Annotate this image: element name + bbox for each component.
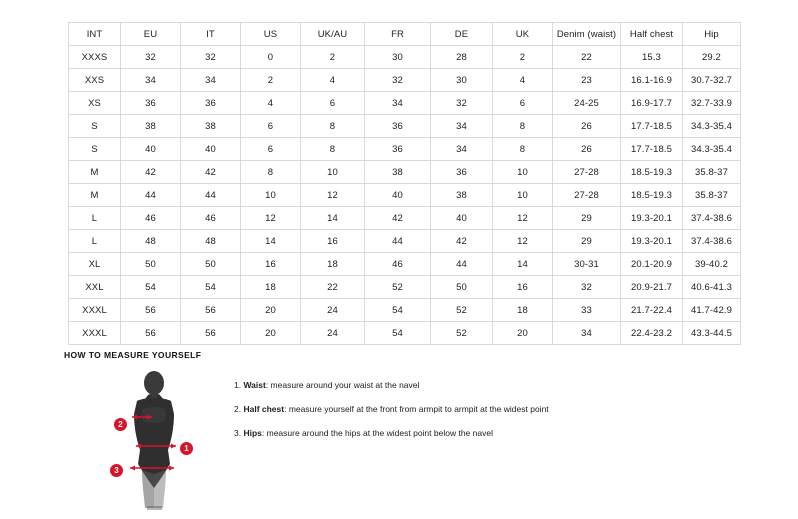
column-header: FR [365, 23, 431, 46]
table-row [69, 69, 741, 92]
table-cell: 4 [301, 69, 365, 92]
table-cell: 20 [493, 322, 553, 345]
table-cell: 46 [181, 207, 241, 230]
table-row [69, 184, 741, 207]
table-cell: 26 [553, 138, 621, 161]
table-cell: 16.1-16.9 [621, 69, 683, 92]
table-cell: 22 [553, 46, 621, 69]
table-cell: 54 [365, 299, 431, 322]
table-cell: 36 [365, 115, 431, 138]
column-header: UK/AU [301, 23, 365, 46]
table-cell: 44 [121, 184, 181, 207]
table-cell: 12 [493, 207, 553, 230]
table-cell: 38 [365, 161, 431, 184]
table-row [69, 46, 741, 69]
table-cell: 14 [301, 207, 365, 230]
table-cell: XXS [69, 69, 121, 92]
table-cell: 20 [241, 322, 301, 345]
table-cell: 41.7-42.9 [683, 299, 741, 322]
table-cell: 37.4-38.6 [683, 207, 741, 230]
table-row [69, 207, 741, 230]
column-header: IT [181, 23, 241, 46]
step-number: 1. [234, 380, 242, 390]
table-cell: 20 [241, 299, 301, 322]
table-cell: 29 [553, 207, 621, 230]
table-cell: 33 [553, 299, 621, 322]
measure-step [234, 428, 549, 438]
table-cell: 2 [241, 69, 301, 92]
table-cell: 44 [365, 230, 431, 253]
table-cell: 36 [431, 161, 493, 184]
table-cell: 38 [181, 115, 241, 138]
table-cell: 32.7-33.9 [683, 92, 741, 115]
table-cell: 46 [365, 253, 431, 276]
table-cell: 32 [121, 46, 181, 69]
table-cell: 52 [365, 276, 431, 299]
table-cell: 2 [301, 46, 365, 69]
table-row [69, 253, 741, 276]
table-cell: S [69, 115, 121, 138]
table-cell: 8 [493, 138, 553, 161]
table-row [69, 115, 741, 138]
table-cell: 19.3-20.1 [621, 207, 683, 230]
table-cell: 27-28 [553, 184, 621, 207]
table-cell: 32 [553, 276, 621, 299]
mannequin-illustration [92, 370, 210, 510]
table-cell: 56 [181, 322, 241, 345]
table-cell: 37.4-38.6 [683, 230, 741, 253]
table-cell: 36 [121, 92, 181, 115]
table-cell: XXXS [69, 46, 121, 69]
column-header: UK [493, 23, 553, 46]
column-header: Hip [683, 23, 741, 46]
table-cell: 34 [181, 69, 241, 92]
table-cell: 54 [121, 276, 181, 299]
measure-badge-1: 1 [180, 442, 193, 455]
table-cell: 56 [181, 299, 241, 322]
table-row [69, 276, 741, 299]
table-cell: 17.7-18.5 [621, 138, 683, 161]
table-cell: XS [69, 92, 121, 115]
table-cell: 36 [365, 138, 431, 161]
step-text: : measure yourself at the front from armpit to armpit at the widest point [284, 404, 549, 415]
table-cell: 32 [181, 46, 241, 69]
table-cell: 14 [241, 230, 301, 253]
how-to-measure-title: HOW TO MEASURE YOURSELF [64, 350, 202, 360]
table-cell: 35.8-37 [683, 161, 741, 184]
table-cell: 44 [431, 253, 493, 276]
table-cell: 34 [431, 138, 493, 161]
table-cell: 8 [493, 115, 553, 138]
table-cell: 48 [121, 230, 181, 253]
table-cell: 19.3-20.1 [621, 230, 683, 253]
table-cell: 30.7-32.7 [683, 69, 741, 92]
table-cell: 12 [301, 184, 365, 207]
table-cell: 34.3-35.4 [683, 138, 741, 161]
table-cell: 28 [431, 46, 493, 69]
table-cell: 56 [121, 322, 181, 345]
column-header: US [241, 23, 301, 46]
table-cell: 0 [241, 46, 301, 69]
table-cell: 15.3 [621, 46, 683, 69]
table-cell: XXL [69, 276, 121, 299]
step-number: 3. [234, 428, 242, 439]
table-cell: 40 [365, 184, 431, 207]
table-cell: 38 [431, 184, 493, 207]
table-cell: 52 [431, 299, 493, 322]
table-cell: 36 [181, 92, 241, 115]
table-cell: 26 [553, 115, 621, 138]
table-cell: L [69, 230, 121, 253]
table-cell: 14 [493, 253, 553, 276]
table-cell: 6 [241, 115, 301, 138]
table-cell: 8 [301, 115, 365, 138]
table-cell: 6 [493, 92, 553, 115]
table-cell: 34 [121, 69, 181, 92]
step-text: : measure around the hips at the widest point below the navel [261, 428, 493, 439]
measure-badge-2: 2 [114, 418, 127, 431]
table-cell: 17.7-18.5 [621, 115, 683, 138]
column-header: INT [69, 23, 121, 46]
size-chart-container [68, 22, 733, 345]
mannequin-figure [92, 370, 210, 510]
table-row [69, 299, 741, 322]
table-cell: 34 [365, 92, 431, 115]
table-cell: XXXL [69, 322, 121, 345]
table-cell: 56 [121, 299, 181, 322]
step-term: Half chest [243, 404, 285, 415]
table-cell: 16.9-17.7 [621, 92, 683, 115]
table-cell: 48 [181, 230, 241, 253]
table-cell: 18.5-19.3 [621, 184, 683, 207]
table-cell: XXXL [69, 299, 121, 322]
table-cell: 12 [493, 230, 553, 253]
table-cell: 40 [121, 138, 181, 161]
table-cell: 32 [431, 92, 493, 115]
table-cell: 38 [121, 115, 181, 138]
table-cell: 8 [301, 138, 365, 161]
step-term: Hips [243, 428, 262, 439]
table-cell: 40.6-41.3 [683, 276, 741, 299]
size-chart-table [68, 22, 741, 345]
table-cell: 35.8-37 [683, 184, 741, 207]
table-cell: 39-40.2 [683, 253, 741, 276]
table-cell: 42 [431, 230, 493, 253]
table-row [69, 322, 741, 345]
table-cell: 21.7-22.4 [621, 299, 683, 322]
table-cell: 24 [301, 322, 365, 345]
table-cell: 22 [301, 276, 365, 299]
table-cell: 16 [493, 276, 553, 299]
table-cell: 6 [241, 138, 301, 161]
column-header: Denim (waist) [553, 23, 621, 46]
table-row [69, 230, 741, 253]
measure-step [234, 380, 549, 390]
how-to-measure-section [64, 350, 744, 510]
table-cell: 54 [181, 276, 241, 299]
table-cell: 30-31 [553, 253, 621, 276]
table-cell: 24 [301, 299, 365, 322]
table-cell: 42 [121, 161, 181, 184]
step-text: : measure around your waist at the navel [265, 380, 420, 390]
table-cell: 2 [493, 46, 553, 69]
table-cell: 50 [431, 276, 493, 299]
table-cell: 18 [493, 299, 553, 322]
measure-badge-3: 3 [110, 464, 123, 477]
measure-steps-list [234, 370, 549, 453]
table-cell: 29 [553, 230, 621, 253]
table-cell: 10 [493, 161, 553, 184]
table-cell: 24-25 [553, 92, 621, 115]
table-cell: 8 [241, 161, 301, 184]
table-cell: 4 [241, 92, 301, 115]
how-to-measure-body [64, 370, 744, 510]
table-row [69, 138, 741, 161]
table-cell: 40 [431, 207, 493, 230]
table-cell: 30 [365, 46, 431, 69]
table-cell: 4 [493, 69, 553, 92]
table-cell: 10 [241, 184, 301, 207]
table-cell: 18 [301, 253, 365, 276]
table-row [69, 161, 741, 184]
table-cell: 40 [181, 138, 241, 161]
table-cell: 29.2 [683, 46, 741, 69]
table-cell: L [69, 207, 121, 230]
table-cell: 43.3-44.5 [683, 322, 741, 345]
measure-step [234, 404, 549, 414]
table-cell: 54 [365, 322, 431, 345]
step-number: 2. [234, 404, 242, 415]
table-cell: 6 [301, 92, 365, 115]
table-cell: 10 [301, 161, 365, 184]
table-cell: 22.4-23.2 [621, 322, 683, 345]
table-cell: 34 [553, 322, 621, 345]
table-cell: 12 [241, 207, 301, 230]
table-cell: 34 [431, 115, 493, 138]
table-cell: M [69, 184, 121, 207]
column-header: DE [431, 23, 493, 46]
table-cell: 16 [241, 253, 301, 276]
table-cell: XL [69, 253, 121, 276]
table-cell: 20.9-21.7 [621, 276, 683, 299]
table-cell: S [69, 138, 121, 161]
table-cell: 30 [431, 69, 493, 92]
table-cell: 27-28 [553, 161, 621, 184]
table-cell: 42 [365, 207, 431, 230]
table-cell: 44 [181, 184, 241, 207]
step-term: Waist [243, 380, 266, 390]
table-cell: 20.1-20.9 [621, 253, 683, 276]
table-cell: 42 [181, 161, 241, 184]
table-cell: 23 [553, 69, 621, 92]
table-header-row [69, 23, 741, 46]
table-cell: 34.3-35.4 [683, 115, 741, 138]
table-cell: 32 [365, 69, 431, 92]
table-cell: 18.5-19.3 [621, 161, 683, 184]
table-cell: 52 [431, 322, 493, 345]
table-cell: M [69, 161, 121, 184]
table-cell: 46 [121, 207, 181, 230]
table-cell: 18 [241, 276, 301, 299]
table-cell: 50 [121, 253, 181, 276]
table-cell: 16 [301, 230, 365, 253]
column-header: EU [121, 23, 181, 46]
column-header: Half chest [621, 23, 683, 46]
table-cell: 10 [493, 184, 553, 207]
table-row [69, 92, 741, 115]
table-cell: 50 [181, 253, 241, 276]
